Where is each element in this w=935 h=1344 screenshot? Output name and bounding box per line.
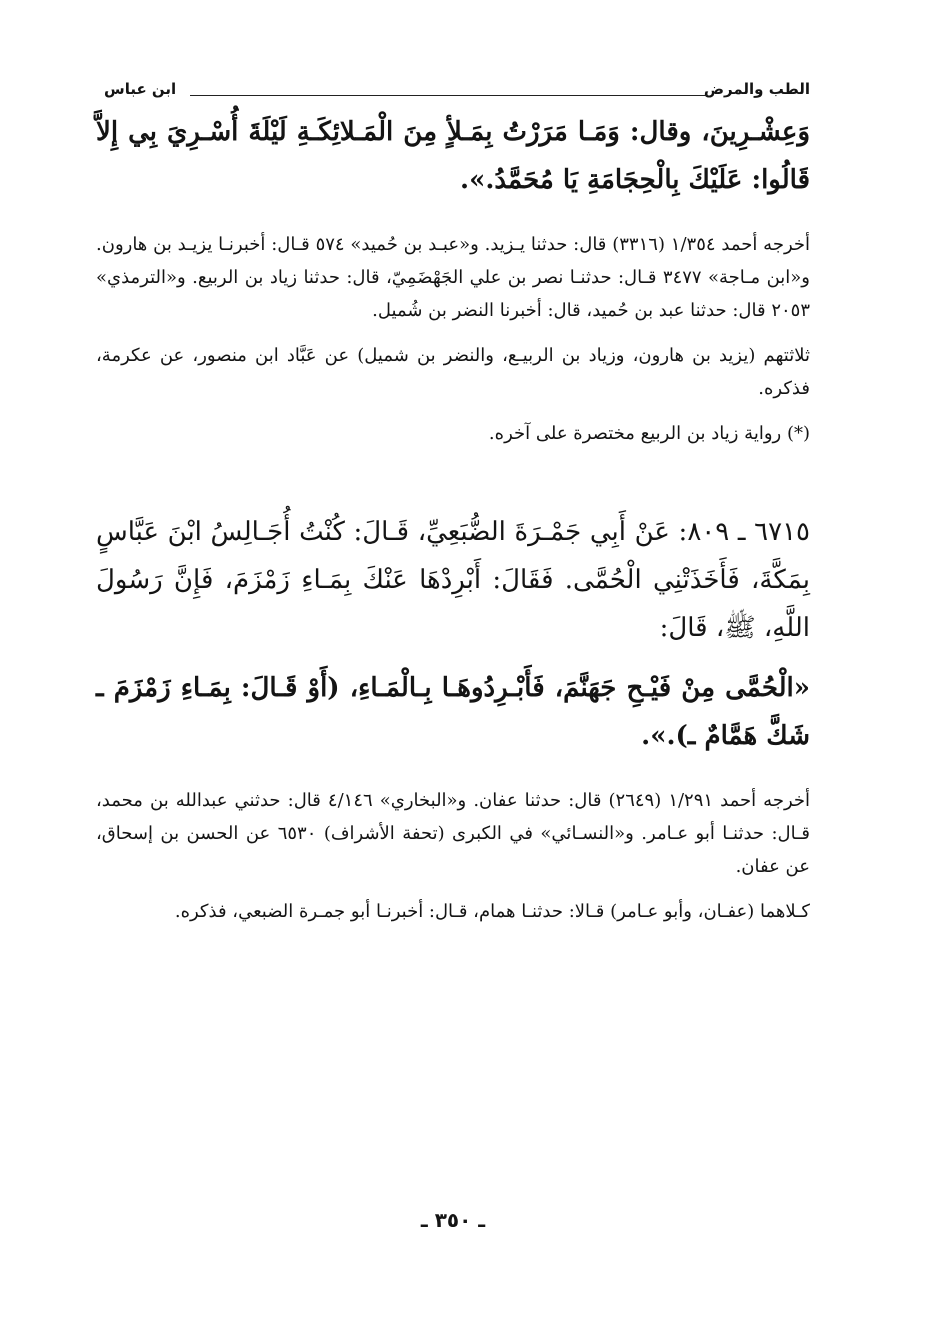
takhrij-paragraph: ثلاثتهم (يزيد بن هارون، وزياد بن الربيـع، والنضر بن شميل) عن عَبَّاد ابن منصور، عن عكرمة، فذكره. — [96, 345, 810, 399]
header-rule — [190, 95, 708, 96]
spacer — [96, 204, 810, 228]
section-title: ابن عباس — [104, 80, 177, 98]
takhrij-paragraph: كـلاهما (عفـان، وأبو عـامر) قـالا: حدثنـا همام، قـال: أخبرنـا أبو جمـرة الضبعي، فذكره. — [174, 901, 810, 922]
hadith-text-continued: وَعِشْـرِينَ، وقال: وَمَـا مَرَرْتُ بِمَـلأٍ مِنَ الْمَـلائِكَـةِ لَيْلَةَ أُسْـرِيَ بِي إِلاَّ قَالُوا: عَلَيْكَ بِالْحِجَامَةِ يَا مُحَمَّدُ.». — [96, 117, 810, 195]
chapter-title: الطب والمرض — [703, 80, 810, 98]
spacer — [96, 883, 810, 895]
hadith-intro: ٦٧١٥ ـ ٨٠٩: عَنْ أَبِي جَمْـرَةَ الضُّبَعِيِّ، قَـالَ: كُنْتُ أُجَـالِسُ ابْنَ عَبَّاسٍ بِمَكَّةَ، فَأَخَذَتْنِي الْحُمَّى. فَقَالَ: أَبْرِدْهَا عَنْكَ بِمَـاءِ زَمْزَمَ، فَإِنَّ رَسُولَ اللَّهِ، ﷺ، قَالَ: — [96, 517, 810, 643]
page-number: ـ ٣٥٠ ـ — [420, 1208, 486, 1232]
footnote-note: (*) رواية زياد بن الربيع مختصرة على آخره. — [488, 423, 810, 444]
spacer — [96, 327, 810, 339]
spacer — [96, 405, 810, 417]
spacer — [96, 652, 810, 664]
spacer — [96, 760, 810, 784]
spacer — [96, 450, 810, 508]
book-page — [96, 80, 810, 1260]
takhrij-paragraph: أخرجه أحمد ١/٢٩١ (٢٦٤٩) قال: حدثنا عفان. و«البخاري» ٤/١٤٦ قال: حدثني عبدالله بن محمد، قـال: حدثنـا أبو عـامر. و«النسـائي» في الكبرى (تحفة الأشراف) ٦٥٣٠ عن الحسن بن إسحاق، عن عفان. — [96, 790, 811, 877]
hadith-text: «الْحُمَّى مِنْ فَيْـحِ جَهَنَّمَ، فَأَبْـرِدُوهَـا بِـالْمَـاءِ، (أَوْ قَـالَ: بِمَـاءِ زَمْزَمَ ـ شَكَّ هَمَّامٌ ـ).». — [96, 673, 810, 751]
running-header — [96, 80, 810, 108]
takhrij-paragraph: أخرجه أحمد ١/٣٥٤ (٣٣١٦) قال: حدثنا يـزيد. و«عبـد بن حُميد» ٥٧٤ قـال: أخبرنـا يزيـد بن هارون. و«ابن مـاجة» ٣٤٧٧ قـال: حدثنـا نصر بن علي الجَهْضَمِيّ، قال: حدثنا زياد بن الربيع. و«الترمذي» ٢٠٥٣ قال: حدثنا عبد بن حُميد، قال: أخبرنا النضر بن شُميل. — [96, 234, 811, 321]
